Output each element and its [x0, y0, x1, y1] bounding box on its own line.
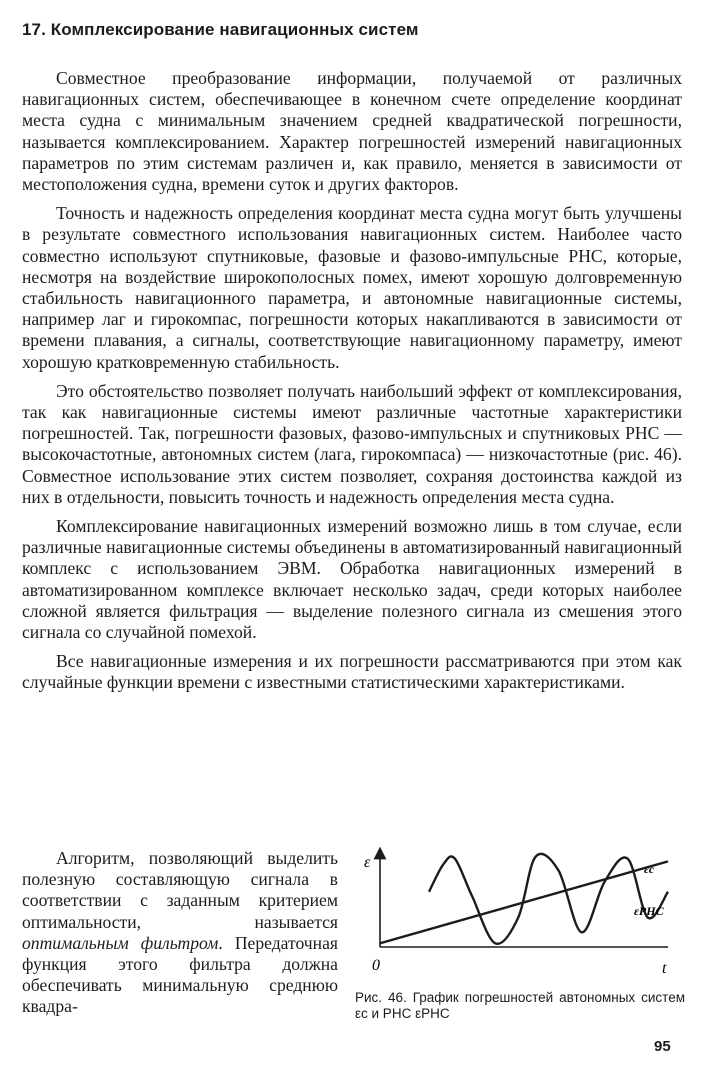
body-text [22, 68, 682, 694]
error-chart [350, 845, 685, 990]
series-label-epsilon-rns: εРНС [634, 904, 664, 918]
paragraph-text-after: . Передаточная функция этого фильтра должна обеспечивать минимальную среднюю квадра- [22, 932, 338, 1017]
paragraph: Все навигационные измерения и их погрешности рассматриваются при этом как случайные функции времени с известными статистическими характеристиками. [22, 651, 682, 693]
section-heading: 17. Комплексирование навигационных систем [22, 20, 419, 39]
paragraph: Комплексирование навигационных измерений возможно лишь в том случае, если различные навигационные системы объединены в автоматизированный навигационный комплекс с использованием ЭВМ. Обработка навигационных измерений в автоматизированном комплексе включает несколько задач, среди которых наиболее сложной является фильтрация — выделение полезного сигнала из смешения этого сигнала со случайной помехой. [22, 516, 682, 643]
paragraph-text-before: Алгоритм, позволяющий выделить полезную составляющую сигнала в соответствии с заданным критерием оптимальности, называется [22, 848, 338, 932]
figure-caption: Рис. 46. График погрешностей автономных систем εс и РНС εРНС [355, 990, 685, 1021]
x-axis-label: t [662, 960, 667, 977]
series-line-epsilon-rns [429, 854, 668, 944]
term-optimal-filter: оптимальным фильтром [22, 932, 219, 953]
wrapped-paragraph [22, 848, 338, 1018]
y-axis-label: ε [364, 854, 371, 871]
paragraph: Точность и надежность определения координат места судна могут быть улучшены в результате совместного использования навигационных систем. Наиболее часто совместно используют спутниковые, фазовые и фазово-импульсные РНС, которые, несмотря на воздействие широкополосных помех, имеют хорошую долговременную стабильность навигационного параметра, и автономные навигационные системы, например лаг и гирокомпас, погрешности которых накапливаются в зависимости от времени плавания, а сигналы, соответствующие навигационному параметру, имеют хорошую кратковременную стабильность. [22, 203, 682, 372]
paragraph: Это обстоятельство позволяет получать наибольший эффект от комплексирования, так как навигационные системы имеют различные частотные характеристики погрешностей. Так, погрешности фазовых, фазово-импульсных и спутниковых РНС — высокочастотные, автономных систем (лага, гирокомпаса) — низкочастотные (рис. 46). Совместное использование этих систем позволяет, сохраняя достоинства каждой из них в отдельности, повысить точность и надежность определения места судна. [22, 380, 682, 507]
page-number: 95 [654, 1038, 671, 1055]
series-label-epsilon-c: εс [644, 862, 655, 876]
paragraph: Совместное преобразование информации, получаемой от различных навигационных систем, обеспечивающее в конечном счете определение координат места судна с минимальным значением средней квадратической погрешности, называется комплексированием. Характер погрешностей измерений навигационных параметров по этим системам различен и, как правило, меняется в зависимости от местоположения судна, времени суток и других факторов. [22, 68, 682, 195]
paragraph [22, 848, 338, 1018]
origin-label: 0 [372, 957, 380, 974]
